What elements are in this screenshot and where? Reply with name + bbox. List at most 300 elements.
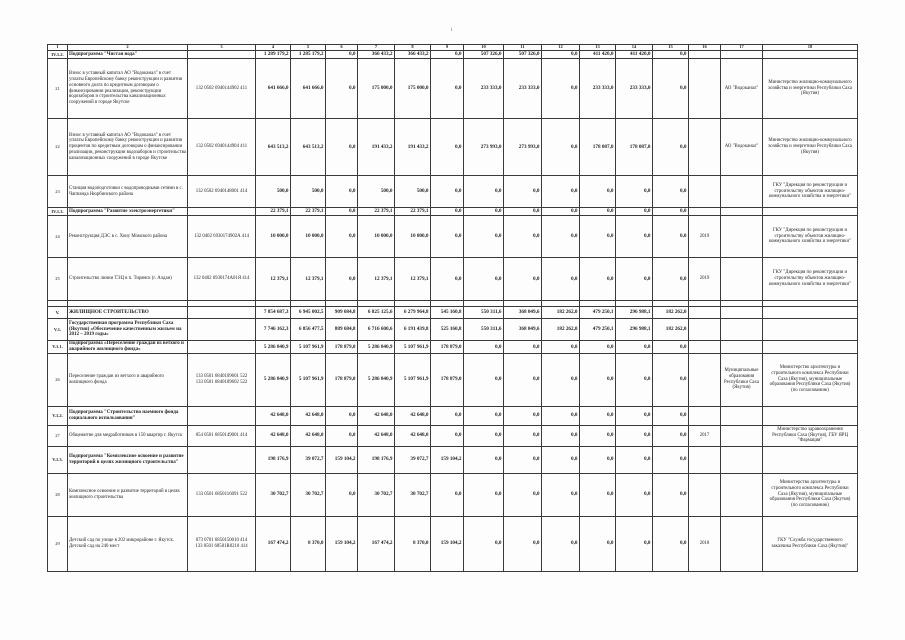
cell-amount: 191 433,2	[395, 119, 431, 176]
cell-amount: 5 286 840,9	[256, 341, 291, 354]
cell-organization: АО "Водоканал"	[721, 119, 763, 176]
cell-description: Переселение граждан из ветхого и аварийного жилищного фонда	[68, 353, 188, 406]
cell-amount: 0,0	[580, 341, 616, 354]
section-row	[48, 341, 858, 354]
cell-amount: 368 049,6	[504, 319, 542, 341]
cell-budget-code	[188, 319, 256, 341]
cell-amount: 0,0	[326, 473, 358, 516]
cell-amount: 0,0	[542, 119, 580, 176]
cell-amount: 0,0	[431, 473, 464, 516]
cell-responsible-executor	[763, 307, 858, 319]
cell-amount: 159 104,2	[431, 516, 464, 571]
cell-description: Подпрограмма «Переселение граждан из ветхого и аварийного жилищного фонда»	[68, 341, 188, 354]
cell-amount: 550 311,6	[464, 319, 504, 341]
cell-amount: 0,0	[616, 473, 653, 516]
cell-amount: 0,0	[580, 216, 616, 258]
table-body	[48, 45, 858, 572]
cell-amount: 0,0	[542, 258, 580, 301]
cell-amount: 909 684,8	[326, 307, 358, 319]
cell-completion-year: 2017	[689, 425, 721, 446]
cell-amount: 0,0	[326, 216, 358, 258]
cell-organization	[721, 341, 763, 354]
cell-row-number: IV.1.3.	[48, 208, 68, 216]
cell-amount: 0,0	[542, 425, 580, 446]
cell-responsible-executor: Министерство здравоохранения Республики Саха (Якутия), ГБУ ЯРЦ "Фармация"	[763, 425, 858, 446]
cell-organization	[721, 446, 763, 473]
cell-amount: 0,0	[653, 406, 689, 425]
column-header-2: 2	[68, 45, 188, 51]
cell-amount: 0,0	[504, 176, 542, 208]
cell-amount: 0,0	[464, 473, 504, 516]
cell-amount: 178 879,0	[326, 353, 358, 406]
cell-description: Подпрограмма "Комплексное освоение и развитие территорий в целях жилищного строительства"	[68, 446, 188, 473]
cell-completion-year: 2018	[689, 516, 721, 571]
cell-amount: 0,0	[580, 473, 616, 516]
cell-amount: 5 107 961,9	[291, 353, 326, 406]
column-header-13: 13	[580, 45, 616, 51]
cell-amount: 507 326,0	[504, 51, 542, 59]
cell-amount: 0,0	[616, 406, 653, 425]
cell-completion-year	[689, 446, 721, 473]
cell-amount: 7 854 687,3	[256, 307, 291, 319]
cell-organization	[721, 216, 763, 258]
cell-amount: 0,0	[326, 119, 358, 176]
cell-amount: 0,0	[504, 473, 542, 516]
cell-amount: 0,0	[616, 516, 653, 571]
cell-amount: 182 262,0	[542, 307, 580, 319]
cell-responsible-executor	[763, 341, 858, 354]
cell-amount: 0,0	[653, 176, 689, 208]
cell-amount: 5 286 840,9	[358, 353, 395, 406]
cell-amount: 500,0	[358, 176, 395, 208]
cell-budget-code	[188, 307, 256, 319]
cell-completion-year	[689, 51, 721, 59]
cell-amount: 182 262,0	[653, 319, 689, 341]
cell-amount: 10 000,0	[358, 216, 395, 258]
cell-responsible-executor	[763, 406, 858, 425]
column-header-16: 16	[689, 45, 721, 51]
cell-amount: 0,0	[616, 341, 653, 354]
cell-amount: 42 648,0	[291, 425, 326, 446]
cell-amount: 42 648,0	[395, 406, 431, 425]
cell-row-number: 28	[48, 473, 68, 516]
section-row	[48, 208, 858, 216]
cell-responsible-executor	[763, 319, 858, 341]
cell-amount: 167 474,2	[358, 516, 395, 571]
cell-amount: 6 191 439,8	[395, 319, 431, 341]
cell-amount: 178 879,0	[431, 341, 464, 354]
cell-amount: 182 262,0	[542, 319, 580, 341]
cell-budget-code: 132 0502 6940144904 411	[188, 119, 256, 176]
cell-amount: 159 104,2	[326, 516, 358, 571]
cell-amount: 550 311,6	[464, 307, 504, 319]
cell-amount: 0,0	[542, 446, 580, 473]
cell-budget-code	[188, 208, 256, 216]
cell-amount: 0,0	[653, 51, 689, 59]
cell-amount: 0,0	[504, 516, 542, 571]
cell-amount: 5 107 961,9	[395, 341, 431, 354]
cell-amount: 0,0	[542, 208, 580, 216]
cell-amount: 0,0	[464, 516, 504, 571]
cell-amount: 12 379,1	[256, 258, 291, 301]
cell-amount: 22 379,1	[395, 208, 431, 216]
cell-amount: 0,0	[504, 425, 542, 446]
cell-budget-code: 132 0402 6930174902А 414	[188, 216, 256, 258]
cell-amount: 10 000,0	[291, 216, 326, 258]
cell-budget-code: 132 0502 6940148001 414	[188, 176, 256, 208]
cell-organization	[721, 51, 763, 59]
cell-amount: 500,0	[395, 176, 431, 208]
cell-completion-year	[689, 319, 721, 341]
cell-amount: 273 993,0	[504, 119, 542, 176]
cell-amount: 0,0	[464, 176, 504, 208]
cell-amount: 0,0	[542, 473, 580, 516]
cell-amount: 0,0	[326, 208, 358, 216]
cell-amount: 0,0	[464, 216, 504, 258]
cell-amount: 525 160,8	[431, 319, 464, 341]
cell-amount: 178 879,0	[431, 353, 464, 406]
cell-responsible-executor: Министерство архитектуры и строительного комплекса Республики Саха (Якутия), муниципальные образования Республики Саха (Якутия) (по согласованию)	[763, 353, 858, 406]
cell-row-number: V.	[48, 307, 68, 319]
cell-amount: 39 072,7	[395, 446, 431, 473]
column-header-15: 15	[653, 45, 689, 51]
cell-budget-code: 132 0402 6930174А01Я 414	[188, 258, 256, 301]
cell-amount: 0,0	[580, 208, 616, 216]
cell-amount: 0,0	[431, 425, 464, 446]
cell-amount: 175 000,0	[395, 59, 431, 119]
cell-amount: 30 702,7	[358, 473, 395, 516]
cell-amount: 0,0	[616, 216, 653, 258]
section-row	[48, 446, 858, 473]
page-marker: i	[451, 28, 453, 33]
cell-amount: 411 420,0	[616, 51, 653, 59]
cell-description: Подпрограмма "Строительство наемного фонда социального использования"	[68, 406, 188, 425]
cell-amount: 6 716 600,6	[358, 319, 395, 341]
column-header-10: 10	[464, 45, 504, 51]
cell-amount: 0,0	[580, 258, 616, 301]
cell-completion-year	[689, 473, 721, 516]
cell-row-number: 21	[48, 59, 68, 119]
cell-row-number: 22	[48, 119, 68, 176]
cell-amount: 6 825 125,6	[358, 307, 395, 319]
cell-amount: 0,0	[431, 119, 464, 176]
table-row	[48, 176, 858, 208]
cell-amount: 641 666,0	[291, 59, 326, 119]
column-header-18: 18	[763, 45, 858, 51]
cell-amount: 0,0	[542, 51, 580, 59]
cell-amount: 0,0	[616, 446, 653, 473]
cell-completion-year	[689, 353, 721, 406]
cell-row-number: IV.1.2.	[48, 51, 68, 59]
table-row	[48, 59, 858, 119]
cell-amount: 8 370,0	[395, 516, 431, 571]
cell-amount: 0,0	[326, 51, 358, 59]
cell-amount: 42 648,0	[256, 425, 291, 446]
cell-row-number: 27	[48, 425, 68, 446]
cell-amount: 0,0	[653, 516, 689, 571]
cell-amount: 0,0	[653, 473, 689, 516]
column-header-4: 4	[256, 45, 291, 51]
cell-row-number: V.1.3.	[48, 446, 68, 473]
cell-budget-code	[188, 446, 256, 473]
cell-amount: 0,0	[653, 425, 689, 446]
cell-amount: 0,0	[653, 59, 689, 119]
cell-amount: 6 945 002,5	[291, 307, 326, 319]
cell-amount: 366 433,2	[358, 51, 395, 59]
column-header-11: 11	[504, 45, 542, 51]
cell-amount: 0,0	[504, 258, 542, 301]
cell-amount: 0,0	[616, 176, 653, 208]
cell-amount: 0,0	[504, 208, 542, 216]
cell-row-number: V.1.1.	[48, 341, 68, 354]
cell-amount: 0,0	[504, 341, 542, 354]
cell-amount: 0,0	[653, 208, 689, 216]
cell-amount: 641 666,0	[256, 59, 291, 119]
cell-amount: 643 513,2	[291, 119, 326, 176]
cell-amount: 479 250,1	[580, 307, 616, 319]
cell-amount: 30 702,7	[291, 473, 326, 516]
column-header-3: 3	[188, 45, 256, 51]
cell-row-number: 23	[48, 176, 68, 208]
cell-budget-code: 132 0502 6940144902 411	[188, 59, 256, 119]
cell-amount: 296 988,1	[616, 319, 653, 341]
cell-amount: 296 988,1	[616, 307, 653, 319]
cell-amount: 1 285 179,2	[291, 51, 326, 59]
cell-responsible-executor	[763, 446, 858, 473]
column-header-5: 5	[291, 45, 326, 51]
cell-organization	[721, 473, 763, 516]
cell-amount: 0,0	[653, 119, 689, 176]
cell-amount: 0,0	[580, 406, 616, 425]
column-header-8: 8	[395, 45, 431, 51]
cell-amount: 0,0	[464, 341, 504, 354]
table-row	[48, 473, 858, 516]
cell-amount: 0,0	[542, 176, 580, 208]
cell-amount: 0,0	[580, 446, 616, 473]
cell-organization	[721, 425, 763, 446]
cell-amount: 0,0	[616, 425, 653, 446]
column-header-9: 9	[431, 45, 464, 51]
cell-completion-year	[689, 406, 721, 425]
cell-organization: АО "Водоканал"	[721, 59, 763, 119]
cell-description: Подпрограмма "Чистая вода"	[68, 51, 188, 59]
cell-amount: 0,0	[464, 425, 504, 446]
cell-amount: 42 648,0	[291, 406, 326, 425]
cell-amount: 30 702,7	[256, 473, 291, 516]
cell-amount: 0,0	[504, 446, 542, 473]
cell-amount: 42 648,0	[358, 425, 395, 446]
cell-organization	[721, 319, 763, 341]
cell-amount: 0,0	[542, 216, 580, 258]
cell-amount: 0,0	[653, 258, 689, 301]
cell-amount: 5 286 840,9	[256, 353, 291, 406]
cell-organization	[721, 516, 763, 571]
cell-amount: 0,0	[542, 59, 580, 119]
cell-description: Взнос в уставный капитал АО "Водоканал" в счет уплаты Европейскому банку реконструкции и развития основного долга по кредитным договорам о финансировании реализации, реконструкции водозаборов и строительства канализационных сооружений в городе Якутске	[68, 59, 188, 119]
cell-amount: 22 379,1	[256, 208, 291, 216]
section-row	[48, 406, 858, 425]
cell-completion-year: 2019	[689, 258, 721, 301]
cell-amount: 0,0	[504, 406, 542, 425]
cell-amount: 0,0	[326, 425, 358, 446]
cell-amount: 366 433,2	[395, 51, 431, 59]
cell-amount: 411 420,0	[580, 51, 616, 59]
budget-table	[47, 44, 858, 572]
cell-amount: 0,0	[542, 406, 580, 425]
cell-amount: 5 286 840,9	[358, 341, 395, 354]
cell-description: Станция водоподготовки с водопроводными сетями в с. Чаппанда Нюрбинского района	[68, 176, 188, 208]
cell-amount: 191 433,2	[358, 119, 395, 176]
cell-completion-year	[689, 59, 721, 119]
cell-amount: 0,0	[326, 176, 358, 208]
cell-amount: 0,0	[653, 446, 689, 473]
cell-responsible-executor: ГКУ "Дирекция по реконструкции и строительству объектов жилищно-коммунального хозяйства и энергетики"	[763, 216, 858, 258]
cell-description: Подпрограмма "Развитие электроэнергетики"	[68, 208, 188, 216]
cell-amount: 42 648,0	[395, 425, 431, 446]
cell-amount: 198 176,9	[256, 446, 291, 473]
cell-budget-code	[188, 406, 256, 425]
cell-amount: 0,0	[653, 216, 689, 258]
cell-amount: 233 333,0	[616, 59, 653, 119]
cell-amount: 233 333,0	[580, 59, 616, 119]
cell-amount: 0,0	[431, 59, 464, 119]
cell-amount: 0,0	[431, 208, 464, 216]
cell-amount: 198 176,9	[358, 446, 395, 473]
cell-amount: 0,0	[464, 258, 504, 301]
cell-amount: 545 160,8	[431, 307, 464, 319]
cell-responsible-executor	[763, 51, 858, 59]
cell-amount: 643 513,2	[256, 119, 291, 176]
cell-completion-year	[689, 119, 721, 176]
table-row	[48, 425, 858, 446]
cell-amount: 7 746 162,3	[256, 319, 291, 341]
cell-budget-code: 073 0701 6850150010 414 133 0501 68501R0210 414	[188, 516, 256, 571]
cell-amount: 0,0	[326, 258, 358, 301]
cell-amount: 0,0	[580, 353, 616, 406]
section-row	[48, 307, 858, 319]
cell-responsible-executor: ГКУ "Служба государственного заказчика Республики Саха (Якутия)"	[763, 516, 858, 571]
cell-amount: 0,0	[580, 516, 616, 571]
cell-amount: 0,0	[542, 516, 580, 571]
cell-amount: 0,0	[464, 353, 504, 406]
cell-amount: 42 648,0	[256, 406, 291, 425]
cell-amount: 175 000,0	[358, 59, 395, 119]
cell-organization	[721, 176, 763, 208]
cell-description: ЖИЛИЩНОЕ СТРОИТЕЛЬСТВО	[68, 307, 188, 319]
cell-amount: 0,0	[616, 353, 653, 406]
column-header-1: 1	[48, 45, 68, 51]
cell-amount: 30 702,7	[395, 473, 431, 516]
column-header-7: 7	[358, 45, 395, 51]
cell-amount: 0,0	[464, 208, 504, 216]
column-header-17: 17	[721, 45, 763, 51]
cell-amount: 5 107 961,9	[395, 353, 431, 406]
column-header-14: 14	[616, 45, 653, 51]
cell-amount: 178 879,0	[326, 341, 358, 354]
cell-amount: 0,0	[326, 406, 358, 425]
cell-amount: 6 856 477,5	[291, 319, 326, 341]
cell-organization	[721, 208, 763, 216]
cell-description: Реконструкция ДЭС в с. Хону Момского района	[68, 216, 188, 258]
column-header-6: 6	[326, 45, 358, 51]
cell-amount: 0,0	[580, 176, 616, 208]
cell-organization: Муниципальные образования Республики Саха (Якутия)	[721, 353, 763, 406]
cell-amount: 0,0	[431, 51, 464, 59]
cell-description: Строительство линии ТЭЦ в п. Тирянск (г. Алдан)	[68, 258, 188, 301]
cell-row-number: 29	[48, 516, 68, 571]
cell-amount: 0,0	[431, 406, 464, 425]
cell-amount: 0,0	[431, 216, 464, 258]
column-header-12: 12	[542, 45, 580, 51]
cell-budget-code	[188, 51, 256, 59]
cell-completion-year	[689, 208, 721, 216]
cell-amount: 479 250,1	[580, 319, 616, 341]
cell-amount: 507 326,0	[464, 51, 504, 59]
cell-amount: 0,0	[616, 208, 653, 216]
cell-row-number: 25	[48, 258, 68, 301]
cell-description: Комплексное освоение и развитие территорий в целях жилищного строительства	[68, 473, 188, 516]
cell-amount: 22 379,1	[291, 208, 326, 216]
cell-budget-code	[188, 341, 256, 354]
cell-amount: 233 333,0	[504, 59, 542, 119]
cell-organization	[721, 258, 763, 301]
cell-amount: 10 000,0	[395, 216, 431, 258]
cell-amount: 0,0	[653, 353, 689, 406]
cell-budget-code: 133 0501 6850116091 522	[188, 473, 256, 516]
cell-amount: 42 648,0	[358, 406, 395, 425]
cell-amount: 8 370,0	[291, 516, 326, 571]
cell-amount: 39 072,7	[291, 446, 326, 473]
cell-budget-code: 054 0501 6850149001 414	[188, 425, 256, 446]
cell-amount: 0,0	[616, 258, 653, 301]
cell-amount: 0,0	[431, 176, 464, 208]
cell-description: Государственная программа Республики Саха (Якутия) «Обеспечение качественным жильем на 2012 – 2019 годы»	[68, 319, 188, 341]
cell-responsible-executor: ГКУ "Дирекция по реконструкции и строительству объектов жилищно-коммунального хозяйства и энергетики"	[763, 258, 858, 301]
cell-amount: 167 474,2	[256, 516, 291, 571]
cell-row-number: 24	[48, 216, 68, 258]
cell-amount: 1 289 179,2	[256, 51, 291, 59]
cell-amount: 22 379,1	[358, 208, 395, 216]
cell-amount: 273 993,0	[464, 119, 504, 176]
cell-amount: 0,0	[542, 353, 580, 406]
section-row	[48, 319, 858, 341]
cell-amount: 0,0	[580, 425, 616, 446]
cell-amount: 12 379,1	[395, 258, 431, 301]
cell-amount: 0,0	[464, 446, 504, 473]
cell-budget-code: 133 0501 6840109601 522 133 0501 6840109602 522	[188, 353, 256, 406]
cell-responsible-executor: Министерство архитектуры и строительного комплекса Республики Саха (Якутия), муниципальные образования Республики Саха (Якутия) (по согласованию)	[763, 473, 858, 516]
cell-amount: 368 049,6	[504, 307, 542, 319]
cell-amount: 178 087,0	[580, 119, 616, 176]
cell-responsible-executor: Министерство жилищно-коммунального хозяйства и энергетики Республики Саха (Якутия)	[763, 119, 858, 176]
table-row	[48, 516, 858, 571]
cell-completion-year	[689, 307, 721, 319]
cell-amount: 0,0	[464, 406, 504, 425]
cell-description: Взнос в уставный капитал АО "Водоканал" в счет уплаты Европейскому банку реконструкции и развития процентов по кредитным договорам о финансировании реализации, реконструкции водозаборов и строительства канализационных сооружений в городе Якутске	[68, 119, 188, 176]
cell-amount: 500,0	[256, 176, 291, 208]
cell-amount: 233 333,0	[464, 59, 504, 119]
cell-row-number: 26	[48, 353, 68, 406]
cell-completion-year	[689, 341, 721, 354]
cell-completion-year: 2019	[689, 216, 721, 258]
cell-amount: 0,0	[326, 59, 358, 119]
cell-amount: 182 262,0	[653, 307, 689, 319]
cell-amount: 0,0	[504, 216, 542, 258]
cell-amount: 500,0	[291, 176, 326, 208]
cell-row-number: V.1.2.	[48, 406, 68, 425]
cell-organization	[721, 307, 763, 319]
cell-amount: 159 104,2	[326, 446, 358, 473]
